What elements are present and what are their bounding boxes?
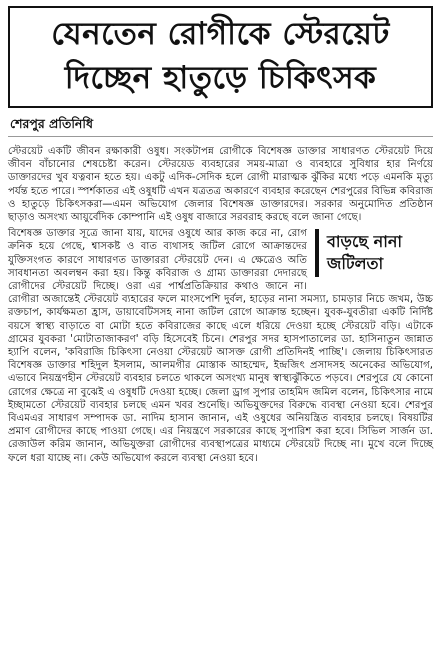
headline-line-2: দিচ্ছেন হাতুড়ে চিকিৎসক [64,60,377,96]
article-body [8,145,433,465]
paragraph-2: বিশেষজ্ঞ ডাক্তার সূত্রে জানা যায়, যাদের ওষুধে আর কাজ করে না, রোগ ক্রনিক হয়ে গেছে, শ্বাসকষ্ট ও বাত ব্যথাসহ জটিল রোগে আক্রান্তদের যুক্তিসংগত কারণে সাধারণত ডাক্তাররা স্টেরয়েট দেন। এ ক্ষেত্রেও অতি সাবধানতা অবলম্বন করা হয়। কিন্তু কবিরাজ ও গ্রাম্য ডাক্তাররা দেদারছে রোগীদের স্টেরয়েট দিচ্ছে। ওরা এর পার্শ্বপ্রতিক্রিয়ার কথাও জানে না। রোগীরা অজান্তেই স্টেরয়েট ব্যহারের ফলে মাংসপেশি দুর্বল, হাড়ের নানা সমস্যা, চামড়ার নিচে জখম, উচ্চ রক্তচাপ, কার্যক্ষমতা হ্রাস, ডায়াবেটিসসহ নানা জটিল রোগে আক্রান্ত হচ্ছেন। যুবক-যুবতীরা একটি নির্দিষ্ট বয়সে স্বাস্থ্য বাড়াতে বা মোটা হতে কবিরাজের কাছে এলে ধরিয়ে দেওয়া হচ্ছে স্টেরয়েট বড়ি। এটাকে গ্রামের যুবকরা 'মোটাতাজাকরণ' বড়ি হিসেবেই চিনে। শেরপুর সদর হাসপাতালের ডা. হাসিনাতুন জান্নাত হ্যাপি বলেন, 'কবিরাজি চিকিৎসা নেওয়া স্টেরয়েট আসক্ত রোগী প্রতিদিনই পাচ্ছি'। জেলায় চিকিৎসারত বিশেষজ্ঞ ডাক্তার শহিদুল ইসলাম, আলমগীর মোস্তাক আহম্মেদ, ইন্দ্রজিৎ প্রসাদসহ অনেকের অভিযোগ, এভাবে নিয়ন্ত্রণহীন স্টেরয়েট ব্যবহার চলতে থাকলে অসংখ্য মানুষ স্বাস্থ্যঝুঁকিতে পড়বে। শেরপুরে যে কোনো রোগের ক্ষেত্রে না বুঝেই এ ওষুধটি দেওয়া হচ্ছে। জেলা ড্রাগ সুপার তাহমিদ জমিল বলেন, চিকিৎসার নামে ইচ্ছামতো স্টেরয়েট ব্যবহার চলছে এমন খবর শুনেছি। অভিযুক্তদের বিরুদ্ধে ব্যবস্থা নেওয়া হবে। শেরপুর বিএমএর সাধারণ সম্পাদক ডা. নাদিম হাসান জানান, এই ওষুধের অনিয়ন্ত্রিত ব্যবহার চলছে। বিষয়টির প্রমাণ রোগীদের কাছে পাওয়া গেছে। এর নিয়ন্ত্রণে সরকারের কাছে সুপারিশ করা হবে। সিভিল সার্জন ডা. রেজাউল করিম জানান, অভিযুক্তরা রোগীদের ব্যবস্থাপত্রের মাধ্যমে স্টেরয়েট দিচ্ছে না। মুখে বলে দিচ্ছে ফলে ধরা যাচ্ছে না। কেউ অভিযোগ করলে ব্যবস্থা নেওয়া হবে। [8,228,433,464]
headline-box [8,6,433,108]
paragraph-1: স্টেরয়েট একটি জীবন রক্ষাকারী ওষুধ। সংকটাপন্ন রোগীকে বিশেষজ্ঞ ডাক্তার সাধারণত স্টেরয়েট দিয়ে জীবন বাঁচানোর শেষচেষ্টা করেন। স্টেরয়েড ব্যবহারের সময়-মাত্রা ও ব্যবহারে সুবিধার হার নির্ণয়ে ডাক্তারদের খুব যত্নবান হতে হয়। একটু এদিক-সেদিক হলে রোগী মারাত্মক ঝুঁকির মধ্যে পড়ে এমনকি মৃত্যু পর্যন্ত হতে পারে। স্পর্শকাতর এই ওষুধটি এখন যত্রতত্র অকারণে ব্যবহার করেছেন শেরপুরের বিভিন্ন কবিরাজ ও হাতুড়ে চিকিৎসকরা—এমন অভিযোগ জেলার বিশেষজ্ঞ ডাক্তারদের। সরকার অনুমোদিত প্রতিষ্ঠান ছাড়াও অসংখ্য আয়ুর্বেদিক কোম্পানি এই ওষুধ বাজারে সরবরাহ করছে বলে জানা গেছে। [8,146,433,224]
headline-line-1: যেনতেন রোগীকে স্টেরয়েট [51,16,390,52]
pull-quote-box [315,229,433,277]
pull-quote-line-1: বাড়ছে নানা [327,232,403,252]
byline: শেরপুর প্রতিনিধি [8,114,433,137]
pull-quote-line-2: জটিলতা [327,254,384,274]
